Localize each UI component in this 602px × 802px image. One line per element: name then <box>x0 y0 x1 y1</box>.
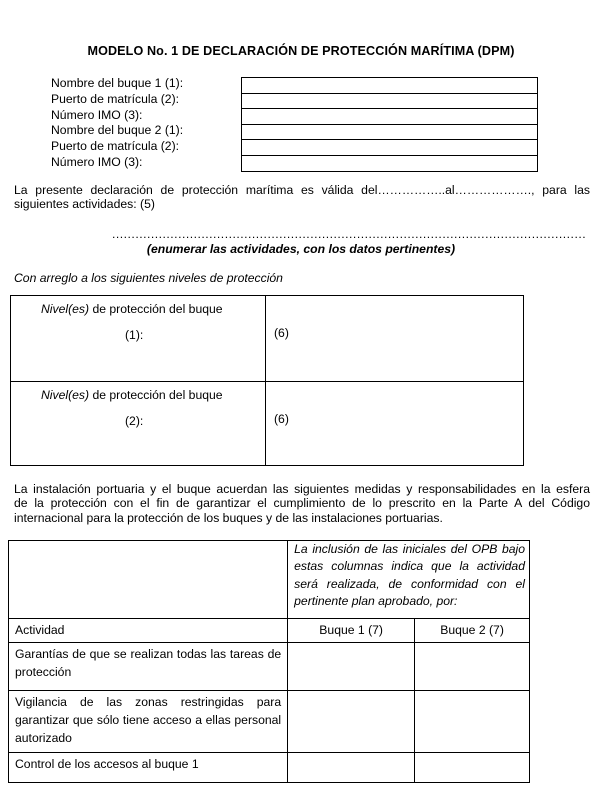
field-label-ship2-imo: Número IMO (3): <box>51 154 143 169</box>
agreement-line-1: La instalación portuaria y el buque acuerdan las siguientes medidas y responsabilidades en la esfera <box>14 482 590 496</box>
table-row <box>9 643 530 691</box>
protection-level-title-italic: Nivel(es) <box>41 302 90 316</box>
ship1-initials-cell[interactable] <box>288 643 415 691</box>
measures-intro-row <box>9 541 530 619</box>
protection-level-label-cell <box>11 296 266 382</box>
document-title: MODELO No. 1 DE DECLARACIÓN DE PROTECCIÓN MARÍTIMA (DPM) <box>87 44 515 58</box>
field-box-ship1-imo[interactable] <box>242 109 537 125</box>
table-row <box>9 691 530 753</box>
agreement-paragraph <box>14 482 590 525</box>
vessel-field-labels <box>51 76 183 171</box>
field-label-ship2-name: Nombre del buque 2 (1): <box>51 123 184 138</box>
measures-intro-blank-cell <box>9 541 288 619</box>
protection-level-value: (6) <box>274 326 289 340</box>
security-measures-table <box>8 540 530 783</box>
field-box-ship2-port[interactable] <box>242 140 537 156</box>
ship2-initials-cell[interactable] <box>415 753 530 783</box>
field-label-ship2-port: Puerto de matrícula (2): <box>51 139 180 154</box>
protection-level-title <box>41 302 265 316</box>
levels-intro: Con arreglo a los siguientes niveles de protección <box>14 271 283 285</box>
protection-level-title-rest: de protección del buque <box>89 388 223 402</box>
header-ship2: Buque 2 (7) <box>415 619 530 643</box>
protection-level-title-rest: de protección del buque <box>89 302 223 316</box>
protection-level-ref: (1): <box>125 328 144 342</box>
measures-intro-text: La inclusión de las iniciales del OPB bajo estas columnas indica que la actividad será realizada, de conformidad con el pertinente plan aprobado, por: <box>288 541 530 619</box>
ship2-initials-cell[interactable] <box>415 643 530 691</box>
ship2-initials-cell[interactable] <box>415 691 530 753</box>
field-box-ship1-name[interactable] <box>242 78 537 94</box>
protection-level-row <box>11 296 524 382</box>
field-label-ship1-name: Nombre del buque 1 (1): <box>51 76 184 90</box>
ship1-initials-cell[interactable] <box>288 753 415 783</box>
ship1-initials-cell[interactable] <box>288 691 415 753</box>
validity-paragraph <box>14 183 590 212</box>
protection-level-title-italic: Nivel(es) <box>41 388 90 402</box>
protection-level-value-cell[interactable] <box>266 296 524 382</box>
protection-level-value: (6) <box>274 412 289 426</box>
field-box-ship2-name[interactable] <box>242 125 537 141</box>
validity-line-2: siguientes actividades: (5) <box>14 197 155 212</box>
protection-level-label-cell <box>11 382 266 466</box>
field-box-ship2-imo[interactable] <box>242 156 537 172</box>
agreement-line-3: internacional para la protección de los buques y de las instalaciones portuarias. <box>14 510 443 525</box>
measures-header-row <box>9 619 530 643</box>
protection-level-row <box>11 382 524 466</box>
validity-line-1: La presente declaración de protección marítima es válida del……………..al………………., para las <box>14 183 590 197</box>
field-label-ship1-imo: Número IMO (3): <box>51 107 143 122</box>
activities-dotted-line: .......................................................................................................................... <box>112 227 587 241</box>
table-row <box>9 753 530 783</box>
activity-cell: Vigilancia de las zonas restringidas para garantizar que sólo tiene acceso a ellas personal autorizado <box>9 691 288 753</box>
activity-cell: Control de los accesos al buque 1 <box>9 753 288 783</box>
agreement-line-2: de la protección con el fin de garantizar el cumplimiento de lo prescrito en la Parte A del Código <box>14 496 590 511</box>
field-box-ship1-port[interactable] <box>242 94 537 110</box>
header-ship1: Buque 1 (7) <box>288 619 415 643</box>
field-label-ship1-port: Puerto de matrícula (2): <box>51 91 180 106</box>
protection-level-title <box>41 388 265 402</box>
activity-cell: Garantías de que se realizan todas las tareas de protección <box>9 643 288 691</box>
protection-level-value-cell[interactable] <box>266 382 524 466</box>
header-activity: Actividad <box>9 619 288 643</box>
protection-level-ref: (2): <box>125 414 144 428</box>
protection-levels-table <box>10 295 524 466</box>
vessel-field-boxes <box>241 77 538 172</box>
activities-caption: (enumerar las actividades, con los datos pertinentes) <box>146 242 456 256</box>
